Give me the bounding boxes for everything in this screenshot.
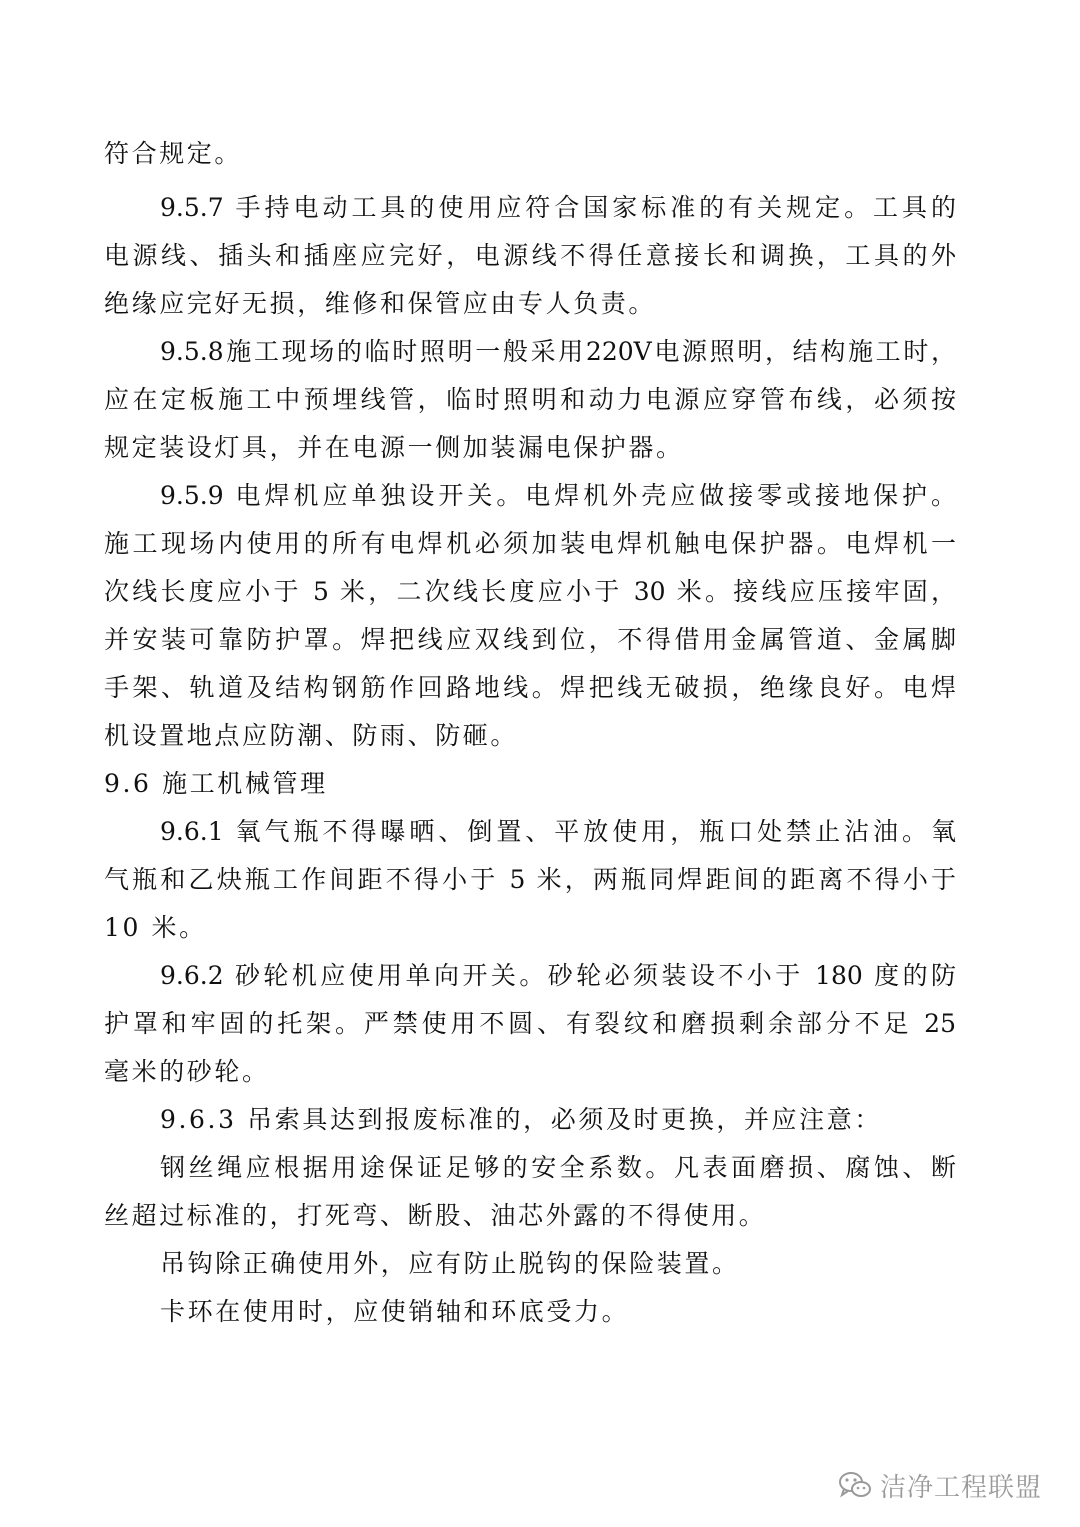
- text-line: 钢丝绳应根据用途保证足够的安全系数。凡表面磨损、腐蚀、断: [160, 1153, 956, 1182]
- clause-9-5-7-line-1: 9.5.7 手持电动工具的使用应符合国家标准的有关规定。工具的: [160, 193, 956, 222]
- clause-9-6-2-line-1: 9.6.2 砂轮机应使用单向开关。砂轮必须装设不小于 180 度的防: [160, 961, 956, 990]
- clause-9-6-1-line-1: 9.6.1 氧气瓶不得曝晒、倒置、平放使用，瓶口处禁止沾油。氧: [160, 817, 956, 846]
- text-line: 并安装可靠防护罩。焊把线应双线到位，不得借用金属管道、金属脚: [104, 625, 956, 654]
- text-line: 毫米的砂轮。: [104, 1057, 270, 1086]
- clause-9-6-3-line-1: 9.6.3 吊索具达到报废标准的，必须及时更换，并应注意：: [160, 1105, 882, 1134]
- text-line: 绝缘应完好无损，维修和保管应由专人负责。: [104, 289, 657, 318]
- text-line: 符合规定。: [104, 139, 243, 168]
- text-line: 护罩和牢固的托架。严禁使用不圆、有裂纹和磨损剩余部分不足 25: [104, 1009, 956, 1038]
- text-line: 规定装设灯具，并在电源一侧加装漏电保护器。: [104, 433, 684, 462]
- text-line: 机设置地点应防潮、防雨、防砸。: [104, 721, 519, 750]
- text-line: 卡环在使用时，应使销轴和环底受力。: [160, 1297, 630, 1326]
- text-line: 施工现场内使用的所有电焊机必须加装电焊机触电保护器。电焊机一: [104, 529, 956, 558]
- text-line: 10 米。: [104, 913, 207, 942]
- watermark: [838, 1467, 1042, 1503]
- text-line: 应在定板施工中预埋线管，临时照明和动力电源应穿管布线，必须按: [104, 385, 956, 414]
- text-line: 次线长度应小于 5 米，二次线长度应小于 30 米。接线应压接牢固，: [104, 577, 956, 606]
- text-line: 手架、轨道及结构钢筋作回路地线。焊把线无破损，绝缘良好。电焊: [104, 673, 956, 702]
- wechat-icon: [838, 1470, 872, 1500]
- clause-9-5-8-line-1: 9.5.8施工现场的临时照明一般采用220V电源照明，结构施工时，: [160, 337, 956, 366]
- section-heading-9-6: 9.6 施工机械管理: [104, 769, 328, 798]
- text-line: 气瓶和乙炔瓶工作间距不得小于 5 米，两瓶同焊距间的距离不得小于: [104, 865, 956, 894]
- text-line: 电源线、插头和插座应完好，电源线不得任意接长和调换，工具的外: [104, 241, 956, 270]
- watermark-text: 洁净工程联盟: [879, 1472, 1042, 1503]
- text-line: 丝超过标准的，打死弯、断股、油芯外露的不得使用。: [104, 1201, 767, 1230]
- clause-9-5-9-line-1: 9.5.9 电焊机应单独设开关。电焊机外壳应做接零或接地保护。: [160, 481, 956, 510]
- text-line: 吊钩除正确使用外，应有防止脱钩的保险装置。: [160, 1249, 740, 1278]
